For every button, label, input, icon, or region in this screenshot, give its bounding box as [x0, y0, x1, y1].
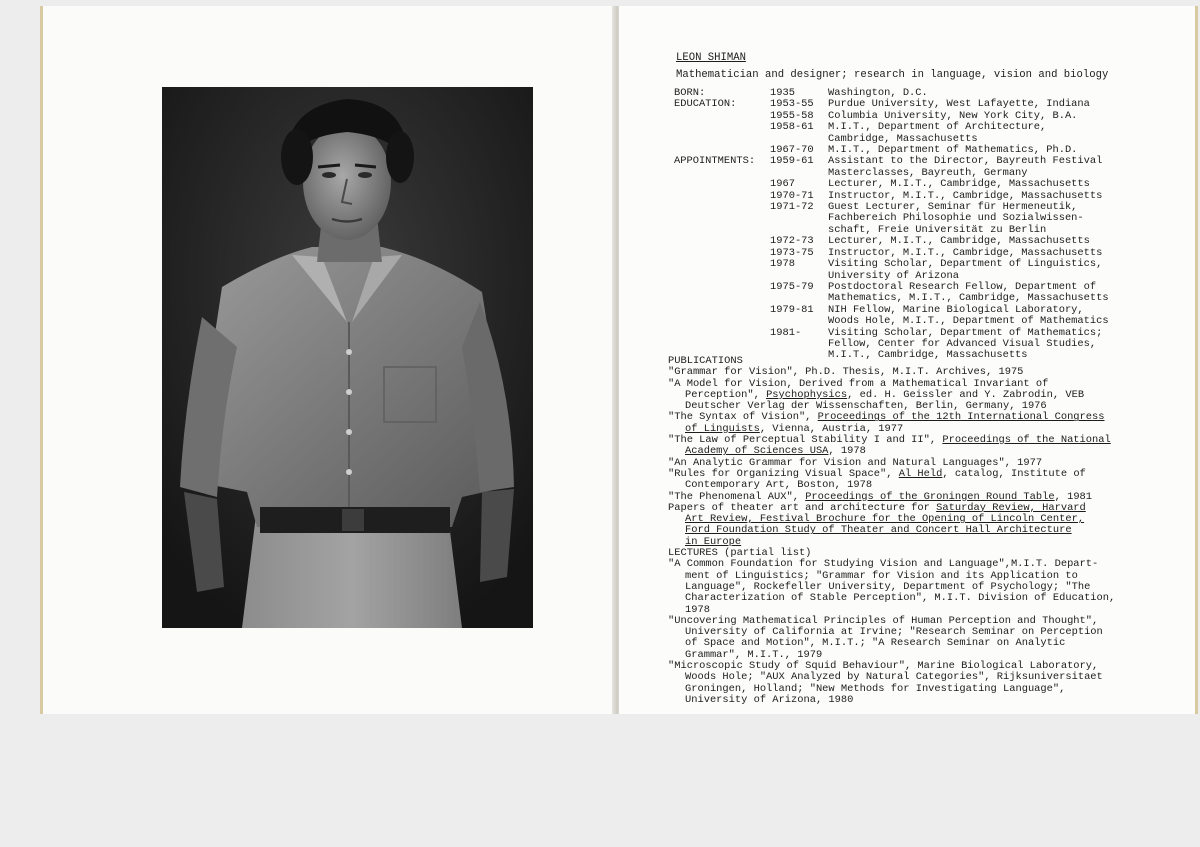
cv-desc: Instructor, M.I.T., Cambridge, Massachusetts [828, 246, 1103, 259]
cv-label [674, 236, 770, 247]
publication-text: "Grammar for Vision", Ph.D. Thesis, M.I.T. Archives, 1975 [668, 366, 1024, 379]
cv-list [674, 88, 1194, 362]
cv-year: 1972-73 [770, 235, 814, 248]
cv-year: 1958-61 [770, 121, 814, 134]
publication-source: Psychophysics [766, 388, 848, 401]
cv-label: APPOINTMENTS: [674, 155, 756, 168]
person-name: LEON SHIMAN [676, 52, 746, 64]
publication-text: , Vienna, Austria, 1977 [759, 422, 904, 435]
cv-year: 1953-55 [770, 98, 814, 111]
publication-text: "The Phenomenal AUX", [668, 490, 806, 503]
publication-text: "A Model for Vision, Derived from a Mathematical Invariant of Perception", [668, 377, 1049, 401]
publication-text: "The Syntax of Vision", [668, 411, 818, 424]
publication-text: , 1978 [828, 445, 866, 458]
cv-desc: Columbia University, New York City, B.A. [828, 109, 1078, 122]
cv-desc: Lecturer, M.I.T., Cambridge, Massachusetts [828, 178, 1090, 191]
cv-label [674, 122, 770, 145]
cv-year: 1967-70 [770, 144, 814, 157]
cv-label: BORN: [674, 87, 706, 99]
cv-desc: Instructor, M.I.T., Cambridge, Massachusetts [828, 189, 1103, 202]
cv-label [674, 259, 770, 282]
publication-text: "Rules for Organizing Visual Space", [668, 467, 899, 480]
publication-entry [668, 435, 1188, 458]
lecture-entry: "Uncovering Mathematical Principles of Human Perception and Thought", University of California at Irvine; "Research Seminar on Perception of Space and Motion", M.I.T.; "A Research Seminar on Analytic Grammar", M.I.T., 1979 [668, 614, 1103, 661]
cv-desc: Postdoctoral Research Fellow, Department of Mathematics, M.I.T., Cambridge, Massachusetts [828, 280, 1109, 305]
cv-label [674, 282, 770, 305]
cv-row [674, 202, 1194, 236]
publication-source: Al Held [898, 467, 943, 480]
publication-text: , catalog, Institute of Contemporary Art, Boston, 1978 [685, 467, 1086, 492]
cv-year: 1970-71 [770, 189, 814, 202]
cv-year: 1973-75 [770, 246, 814, 259]
cv-year: 1955-58 [770, 109, 814, 122]
cv-desc: Washington, D.C. [828, 87, 928, 99]
cv-desc: M.I.T., Department of Architecture, Cambridge, Massachusetts [828, 121, 1047, 145]
cv-desc: NIH Fellow, Marine Biological Laboratory, Woods Hole, M.I.T., Department of Mathematics [828, 303, 1109, 328]
cv-desc: Lecturer, M.I.T., Cambridge, Massachusetts [828, 235, 1090, 248]
cv-desc: Assistant to the Director, Bayreuth Festival Masterclasses, Bayreuth, Germany [828, 155, 1103, 179]
publication-text: "The Law of Perceptual Stability I and II", [668, 434, 943, 447]
cv-label: EDUCATION: [674, 98, 737, 111]
cv-row [674, 282, 1194, 305]
publication-text: , ed. H. Geissler and Y. Zabrodin, VEB Deutscher Verlag der Wissenschaften, Berlin, Germany, 1976 [685, 388, 1085, 413]
cv-desc: Purdue University, West Lafayette, Indiana [828, 98, 1090, 111]
cv-row [674, 305, 1194, 328]
publications-heading: PUBLICATIONS [668, 355, 743, 367]
publication-entry [668, 412, 1188, 435]
cv-row [674, 156, 1194, 179]
lecture-entry: "Microscopic Study of Squid Behaviour", Marine Biological Laboratory, Woods Hole; "AUX Analyzed by Natural Categories", Rijksuniversitaet Groningen, Holland; "New Methods for Investigating Language", University of Arizona, 1980 [668, 660, 1103, 706]
cv-year: 1978 [770, 258, 795, 271]
cv-row [674, 236, 1194, 247]
cv-label [674, 111, 770, 122]
cv-year: 1959-61 [770, 155, 814, 168]
cv-row [674, 259, 1194, 282]
lecture-entry: "A Common Foundation for Studying Vision and Language",M.I.T. Depart- ment of Linguistics; "Grammar for Vision and its Application to Language", Rockefeller University, Department of Psychology; "The Characterization of Stable Perception", M.I.T. Division of Education, 1978 [668, 558, 1116, 616]
cv-year: 1967 [770, 178, 795, 191]
publication-entry [668, 503, 1188, 548]
publication-entry [668, 469, 1188, 492]
cv-row [674, 122, 1194, 145]
cv-year: 1935 [770, 87, 795, 99]
publication-entry [668, 379, 1188, 413]
publication-text: "An Analytic Grammar for Vision and Natural Languages", 1977 [668, 456, 1043, 469]
publication-source: Proceedings of the National Academy of Sciences USA [685, 434, 1111, 458]
cv-year: 1975-79 [770, 280, 814, 293]
person-subtitle: Mathematician and designer; research in language, vision and biology [676, 69, 1109, 81]
cv-label [674, 305, 770, 328]
cv-year: 1979-81 [770, 303, 814, 316]
publication-text: Papers of theater art and architecture for [668, 501, 937, 514]
cv-desc: Visiting Scholar, Department of Linguistics, University of Arizona [828, 258, 1103, 282]
cv-label [674, 248, 770, 259]
publication-source: Proceedings of the Groningen Round Table [805, 490, 1055, 503]
publication-source: Saturday Review, Harvard Art Review, Festival Brochure for the Opening of Lincoln Center, Ford Foundation Study of Theater and Concert Hall Architecture in Europe [685, 501, 1086, 548]
portrait-photo [162, 87, 533, 628]
portrait-illustration [162, 87, 533, 628]
cv-year: 1981- [770, 326, 802, 339]
cv-label [674, 191, 770, 202]
cv-label [674, 202, 770, 236]
cv-label [674, 179, 770, 190]
cv-desc: M.I.T., Department of Mathematics, Ph.D. [828, 144, 1078, 157]
lectures-heading: LECTURES (partial list) [668, 547, 812, 560]
cv-year: 1971-72 [770, 201, 814, 214]
cv-desc: Guest Lecturer, Seminar für Hermeneutik, Fachbereich Philosophie und Sozialwissen- schaft, Freie Universität zu Berlin [828, 201, 1084, 236]
cv-row [674, 179, 1194, 190]
publication-text: , 1981 [1054, 490, 1093, 503]
publications-section [668, 356, 1188, 706]
publication-source: Proceedings of the 12th International Congress of Linguists [685, 411, 1105, 435]
cv-desc: Visiting Scholar, Department of Mathematics; Fellow, Center for Advanced Visual Studies, M.I.T., Cambridge, Massachusetts [828, 326, 1103, 362]
